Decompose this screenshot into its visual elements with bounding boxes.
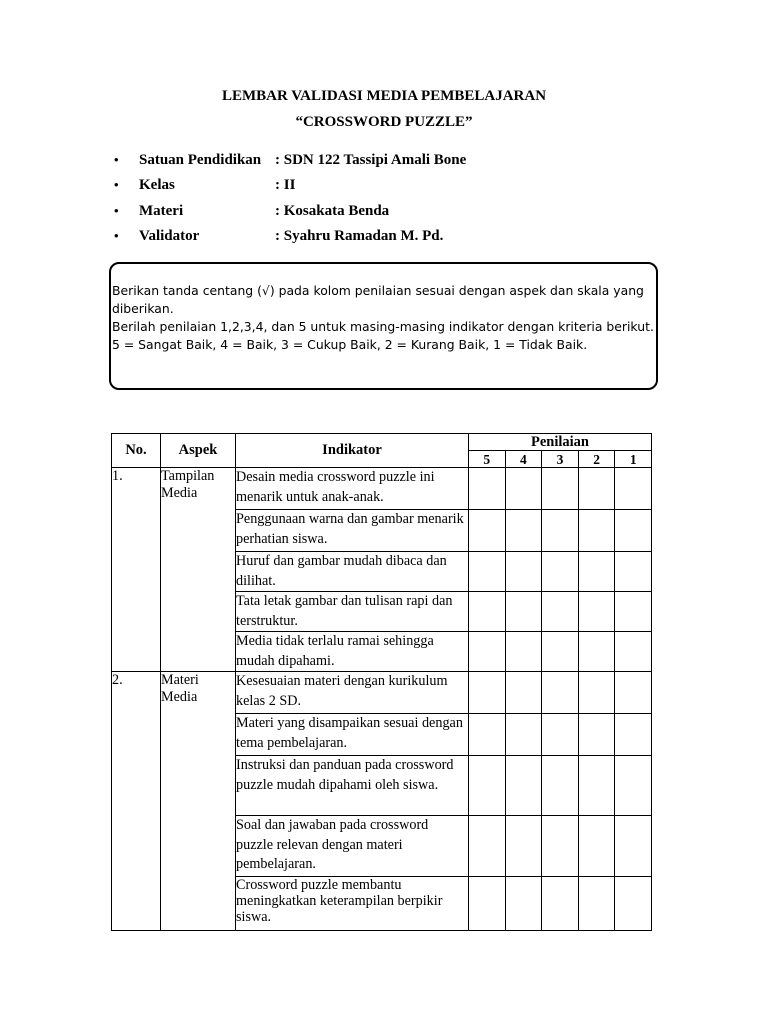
indicator-text: Media tidak terlalu ramai sehingga mudah dipahami. (236, 632, 469, 672)
indicator-text: Soal dan jawaban pada crossword puzzle relevan dengan materi pembelajaran. (236, 816, 469, 877)
score-cell-5[interactable] (469, 510, 506, 552)
score-cell-5[interactable] (469, 877, 506, 931)
document-subtitle: “CROSSWORD PUZZLE” (295, 114, 473, 130)
table-row (112, 672, 652, 714)
score-cell-2[interactable] (578, 877, 615, 931)
indicator-text: Huruf dan gambar mudah dibaca dan dilihat. (236, 552, 469, 592)
bullet-icon: • (114, 177, 119, 193)
score-cell-1[interactable] (615, 592, 652, 632)
score-cell-4[interactable] (505, 552, 542, 592)
indicator-text: Crossword puzzle membantu meningkatkan keterampilan berpikir siswa. (236, 877, 469, 931)
header-score-3: 3 (542, 451, 579, 468)
score-cell-3[interactable] (542, 552, 579, 592)
header-score-4: 4 (505, 451, 542, 468)
score-cell-3[interactable] (542, 632, 579, 672)
aspek-line: Tampilan (161, 468, 215, 484)
score-cell-2[interactable] (578, 552, 615, 592)
score-cell-2[interactable] (578, 468, 615, 510)
aspek-line: Media (161, 485, 198, 501)
score-cell-3[interactable] (542, 672, 579, 714)
score-cell-4[interactable] (505, 714, 542, 756)
instruction-line-1: Berikan tanda centang (√) pada kolom penilaian sesuai dengan aspek dan skala yang diberikan. (112, 283, 644, 316)
validation-table (111, 433, 652, 931)
info-label: Satuan Pendidikan (139, 152, 262, 168)
header-score-2: 2 (578, 451, 615, 468)
aspek-line: Materi (161, 672, 199, 688)
header-score-5: 5 (469, 451, 506, 468)
score-cell-5[interactable] (469, 552, 506, 592)
info-value: : SDN 122 Tassipi Amali Bone (275, 152, 467, 168)
score-cell-3[interactable] (542, 816, 579, 877)
indicator-text: Tata letak gambar dan tulisan rapi dan terstruktur. (236, 592, 469, 632)
score-cell-4[interactable] (505, 756, 542, 816)
score-cell-2[interactable] (578, 816, 615, 877)
info-value: : Syahru Ramadan M. Pd. (275, 227, 444, 244)
indicator-text: Kesesuaian materi dengan kurikulum kelas 2 SD. (236, 672, 469, 714)
document-title: LEMBAR VALIDASI MEDIA PEMBELAJARAN (221, 88, 547, 104)
table-row (112, 468, 652, 510)
score-cell-3[interactable] (542, 592, 579, 632)
score-cell-1[interactable] (615, 632, 652, 672)
score-cell-1[interactable] (615, 552, 652, 592)
score-cell-5[interactable] (469, 816, 506, 877)
score-cell-4[interactable] (505, 592, 542, 632)
score-cell-4[interactable] (505, 672, 542, 714)
bullet-icon: • (114, 152, 119, 167)
aspek-cell (161, 672, 236, 931)
indicator-text: Desain media crossword puzzle ini menarik untuk anak-anak. (236, 468, 469, 510)
info-label: Kelas (139, 177, 175, 194)
header-aspek: Aspek (161, 434, 236, 468)
score-cell-5[interactable] (469, 672, 506, 714)
score-cell-5[interactable] (469, 714, 506, 756)
score-cell-4[interactable] (505, 510, 542, 552)
score-cell-2[interactable] (578, 756, 615, 816)
instruction-line-3: 5 = Sangat Baik, 4 = Baik, 3 = Cukup Baik, 2 = Kurang Baik, 1 = Tidak Baik. (112, 337, 588, 352)
bullet-icon: • (114, 227, 119, 243)
score-cell-3[interactable] (542, 756, 579, 816)
indicator-text: Penggunaan warna dan gambar menarik perhatian siswa. (236, 510, 469, 552)
score-cell-4[interactable] (505, 816, 542, 877)
score-cell-2[interactable] (578, 632, 615, 672)
score-cell-1[interactable] (615, 672, 652, 714)
header-no: No. (112, 434, 161, 468)
score-cell-5[interactable] (469, 592, 506, 632)
score-cell-1[interactable] (615, 468, 652, 510)
header-score-1: 1 (615, 451, 652, 468)
score-cell-2[interactable] (578, 510, 615, 552)
score-cell-4[interactable] (505, 632, 542, 672)
row-number: 2. (112, 672, 161, 931)
score-cell-3[interactable] (542, 468, 579, 510)
aspek-cell (161, 468, 236, 672)
info-value: : Kosakata Benda (275, 202, 390, 219)
score-cell-1[interactable] (615, 510, 652, 552)
score-cell-2[interactable] (578, 672, 615, 714)
indicator-text: Instruksi dan panduan pada crossword puzzle mudah dipahami oleh siswa. (236, 756, 469, 816)
instruction-line-2: Berilah penilaian 1,2,3,4, dan 5 untuk masing-masing indikator dengan kriteria berikut. (112, 319, 654, 334)
score-cell-5[interactable] (469, 756, 506, 816)
row-number: 1. (112, 468, 161, 672)
score-cell-2[interactable] (578, 592, 615, 632)
info-value: : II (275, 177, 296, 194)
score-cell-1[interactable] (615, 816, 652, 877)
score-cell-5[interactable] (469, 632, 506, 672)
score-cell-1[interactable] (615, 756, 652, 816)
score-cell-2[interactable] (578, 714, 615, 756)
indicator-text: Materi yang disampaikan sesuai dengan tema pembelajaran. (236, 714, 469, 756)
header-indikator: Indikator (236, 434, 469, 468)
score-cell-1[interactable] (615, 714, 652, 756)
bullet-icon: • (114, 202, 119, 218)
score-cell-5[interactable] (469, 468, 506, 510)
score-cell-4[interactable] (505, 468, 542, 510)
score-cell-3[interactable] (542, 714, 579, 756)
score-cell-3[interactable] (542, 877, 579, 931)
info-label: Materi (139, 202, 184, 219)
header-penilaian: Penilaian (469, 434, 652, 451)
instructions-box (109, 262, 658, 390)
score-cell-1[interactable] (615, 877, 652, 931)
score-cell-3[interactable] (542, 510, 579, 552)
aspek-line: Media (161, 689, 198, 705)
info-label: Validator (139, 227, 200, 244)
score-cell-4[interactable] (505, 877, 542, 931)
